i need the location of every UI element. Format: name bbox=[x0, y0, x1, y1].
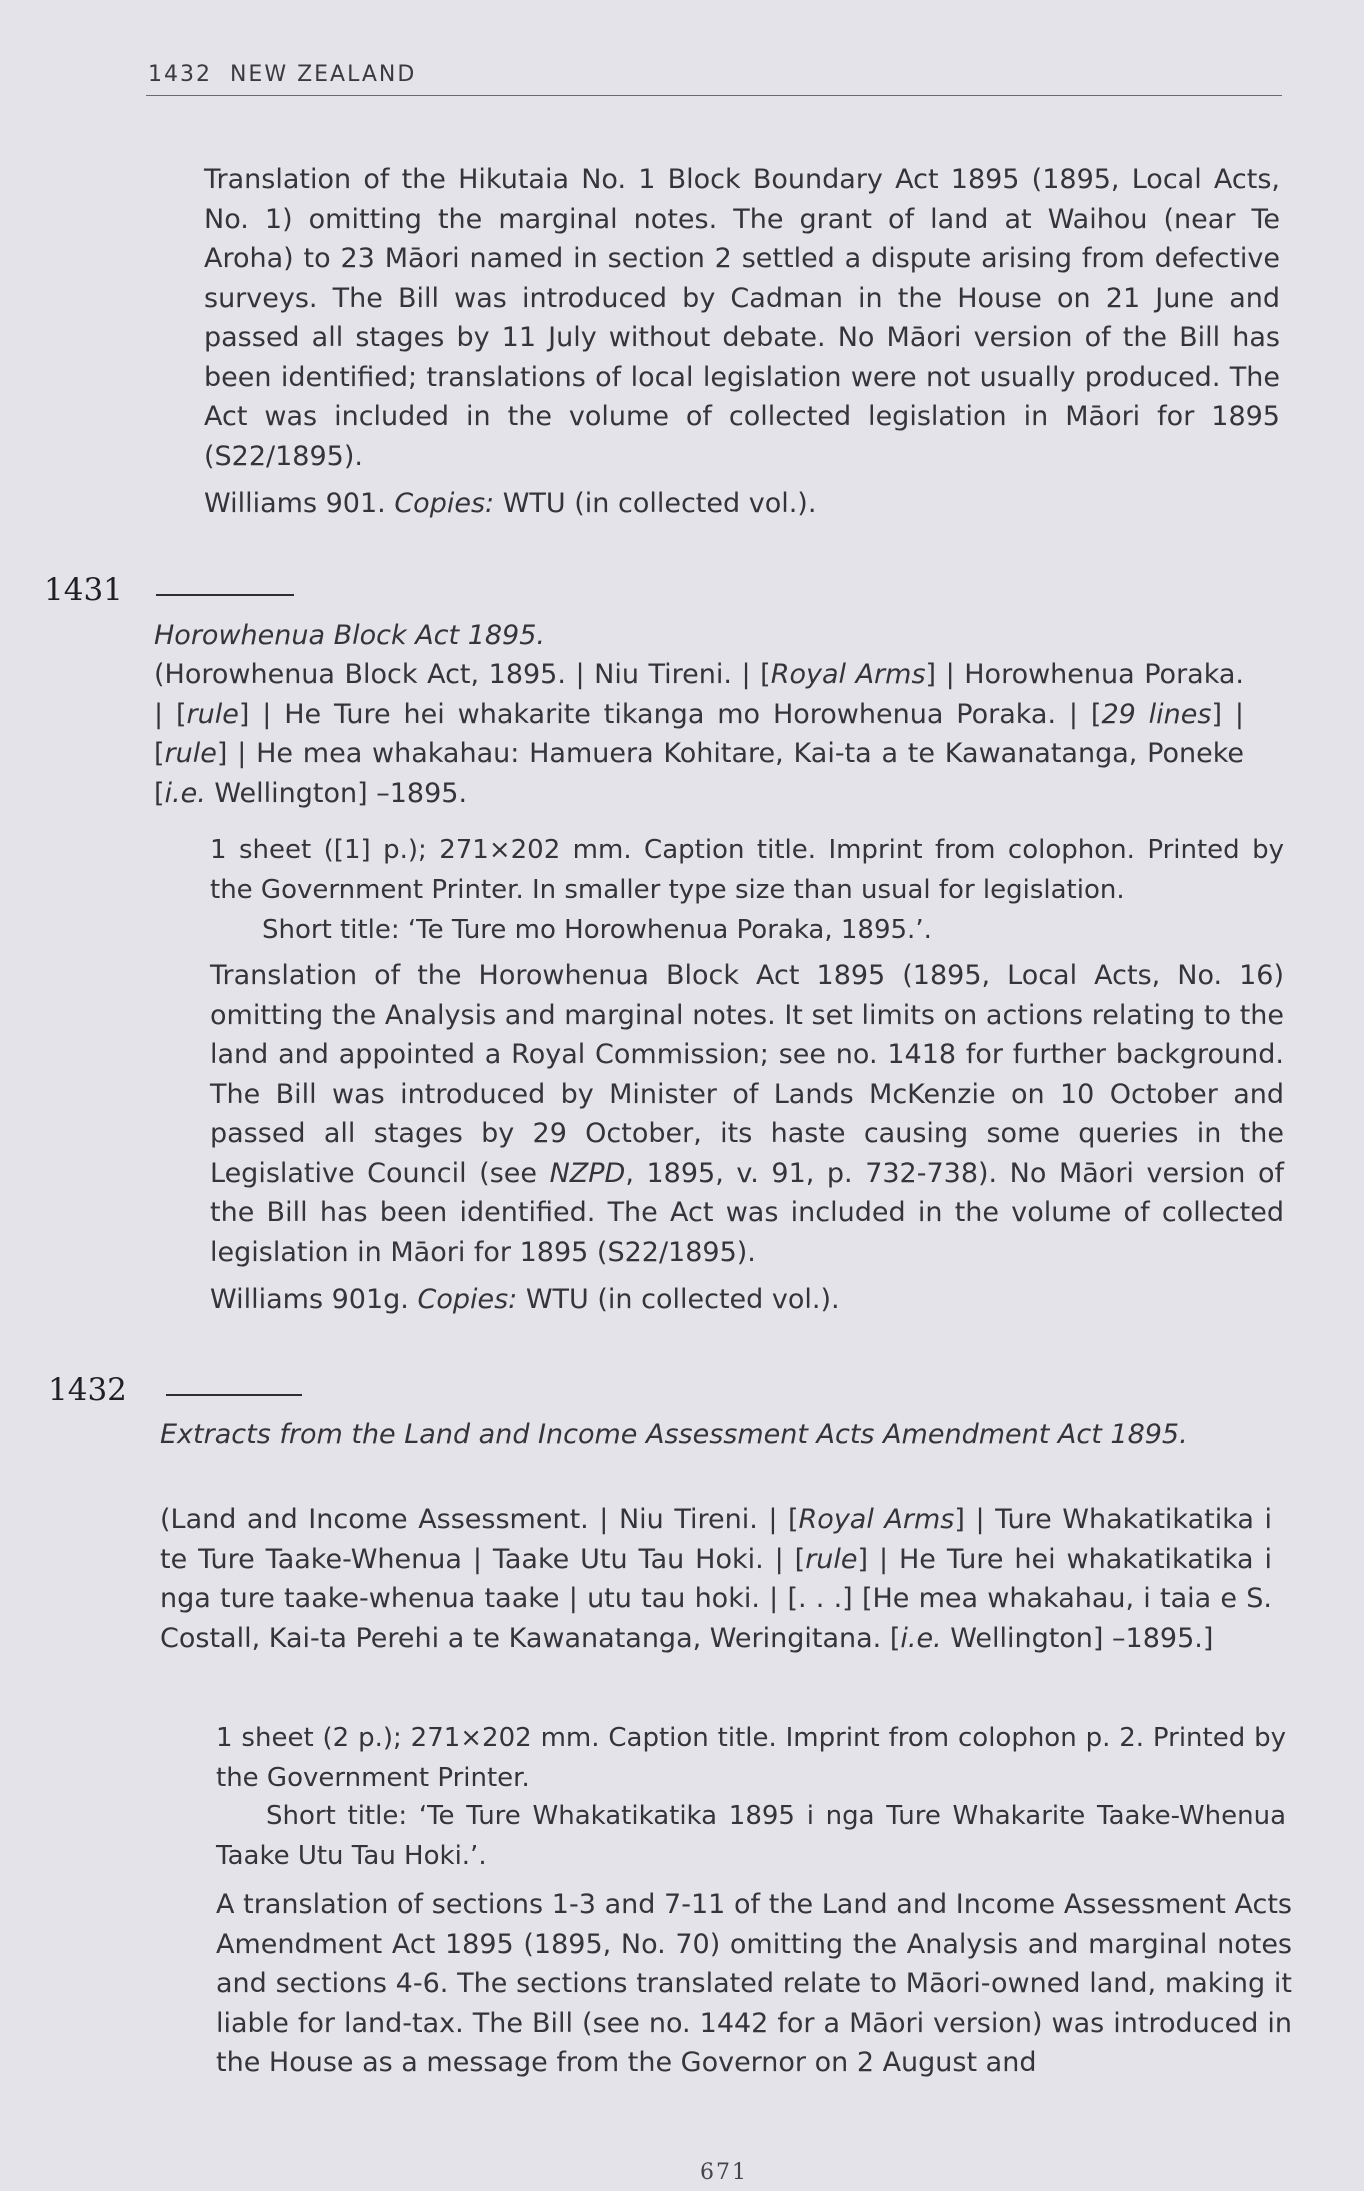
entry-short-title-1432: Short title: ‘Te Ture Whakatikatika 1895 i nga Ture Whakarite Taake-Whenua Taake Utu Tau Hoki.’. bbox=[216, 1801, 1286, 1871]
prev-entry-note: Translation of the Hikutaia No. 1 Block Boundary Act 1895 (1895, Local Acts, No. 1) omitting the marginal notes. The grant of land at Waihou (near Te Aroha) to 23 Māori named in section 2 settled a dispute arising from defective surveys. The Bill was introduced by Cadman in the House on 21 June and passed all stages by 11 July without debate. No Māori version of the Bill has been identified; translations of local legislation were not usually produced. The Act was included in the volume of collected legislation in Māori for 1895 (S22/1895). bbox=[204, 164, 1280, 472]
prev-entry-ref: Williams 901. Copies: WTU (in collected vol.). bbox=[204, 488, 817, 519]
entry-note-1432: A translation of sections 1-3 and 7-11 of the Land and Income Assessment Acts Amendment Act 1895 (1895, No. 70) omitting the Analysis and marginal notes and sections 4-6. The sections translated relate to Māori-owned land, making it liable for land-tax. The Bill (see no. 1442 for a Māori version) was introduced in the House as a message from the Governor on 2 August and bbox=[216, 1889, 1292, 2078]
entry-title-1431: Horowhenua Block Act 1895. bbox=[154, 620, 545, 651]
entry-rule-1432 bbox=[166, 1394, 302, 1396]
entry-note-1431: Translation of the Horowhenua Block Act 1895 (1895, Local Acts, No. 16) omitting the Analysis and marginal notes. It set limits on actions relating to the land and appointed a Royal Commission; see no. 1418 for further background. The Bill was introduced by Minister of Lands McKenzie on 10 October and passed all stages by 29 October, its haste causing some queries in the Legislative Council (see NZPD, 1895, v. 91, p. 732-738). No Māori version of the Bill has been identified. The Act was included in the volume of collected legislation in Māori for 1895 (S22/1895). bbox=[210, 960, 1284, 1268]
entry-number-1432: 1432 bbox=[48, 1372, 127, 1408]
entry-physical-1432: 1 sheet (2 p.); 271×202 mm. Caption title. Imprint from colophon p. 2. Printed by the Government Printer. bbox=[216, 1723, 1286, 1793]
entry-number-1431: 1431 bbox=[44, 572, 123, 608]
entry-rule-1431 bbox=[156, 594, 294, 596]
entry-transcription-1432: (Land and Income Assessment. | Niu Tireni. | [Royal Arms] | Ture Whakatikatika i te Ture Taake-Whenua | Taake Utu Tau Hoki. | [rule] | He Ture hei whakatikatika i nga ture taake-whenua taake | utu tau hoki. | [. . .] [He mea whakahau, i taia e S. Costall, Kai-ta Perehi a te Kawanatanga, Weringitana. [i.e. Wellington] –1895.] bbox=[160, 1504, 1272, 1654]
page-number: 671 bbox=[700, 2160, 748, 2185]
entry-transcription-1431: (Horowhenua Block Act, 1895. | Niu Tireni. | [Royal Arms] | Horowhenua Poraka. | [rule] | He Ture hei whakarite tikanga mo Horowhenua Poraka. | [29 lines] | [rule] | He mea whakahau: Hamuera Kohitare, Kai-ta a te Kawanatanga, Poneke [i.e. Wellington] –1895. bbox=[154, 659, 1244, 809]
running-head: 1432 NEW ZEALAND bbox=[148, 62, 417, 87]
entry-short-title-1431: Short title: ‘Te Ture mo Horowhenua Poraka, 1895.’. bbox=[262, 915, 932, 945]
entry-title-1432: Extracts from the Land and Income Assessment Acts Amendment Act 1895. bbox=[160, 1419, 1188, 1450]
entry-physical-1431: 1 sheet ([1] p.); 271×202 mm. Caption title. Imprint from colophon. Printed by the Government Printer. In smaller type size than usual for legislation. bbox=[210, 835, 1284, 905]
header-rule bbox=[146, 95, 1282, 96]
entry-ref-1431: Williams 901g. Copies: WTU (in collected vol.). bbox=[210, 1284, 840, 1315]
